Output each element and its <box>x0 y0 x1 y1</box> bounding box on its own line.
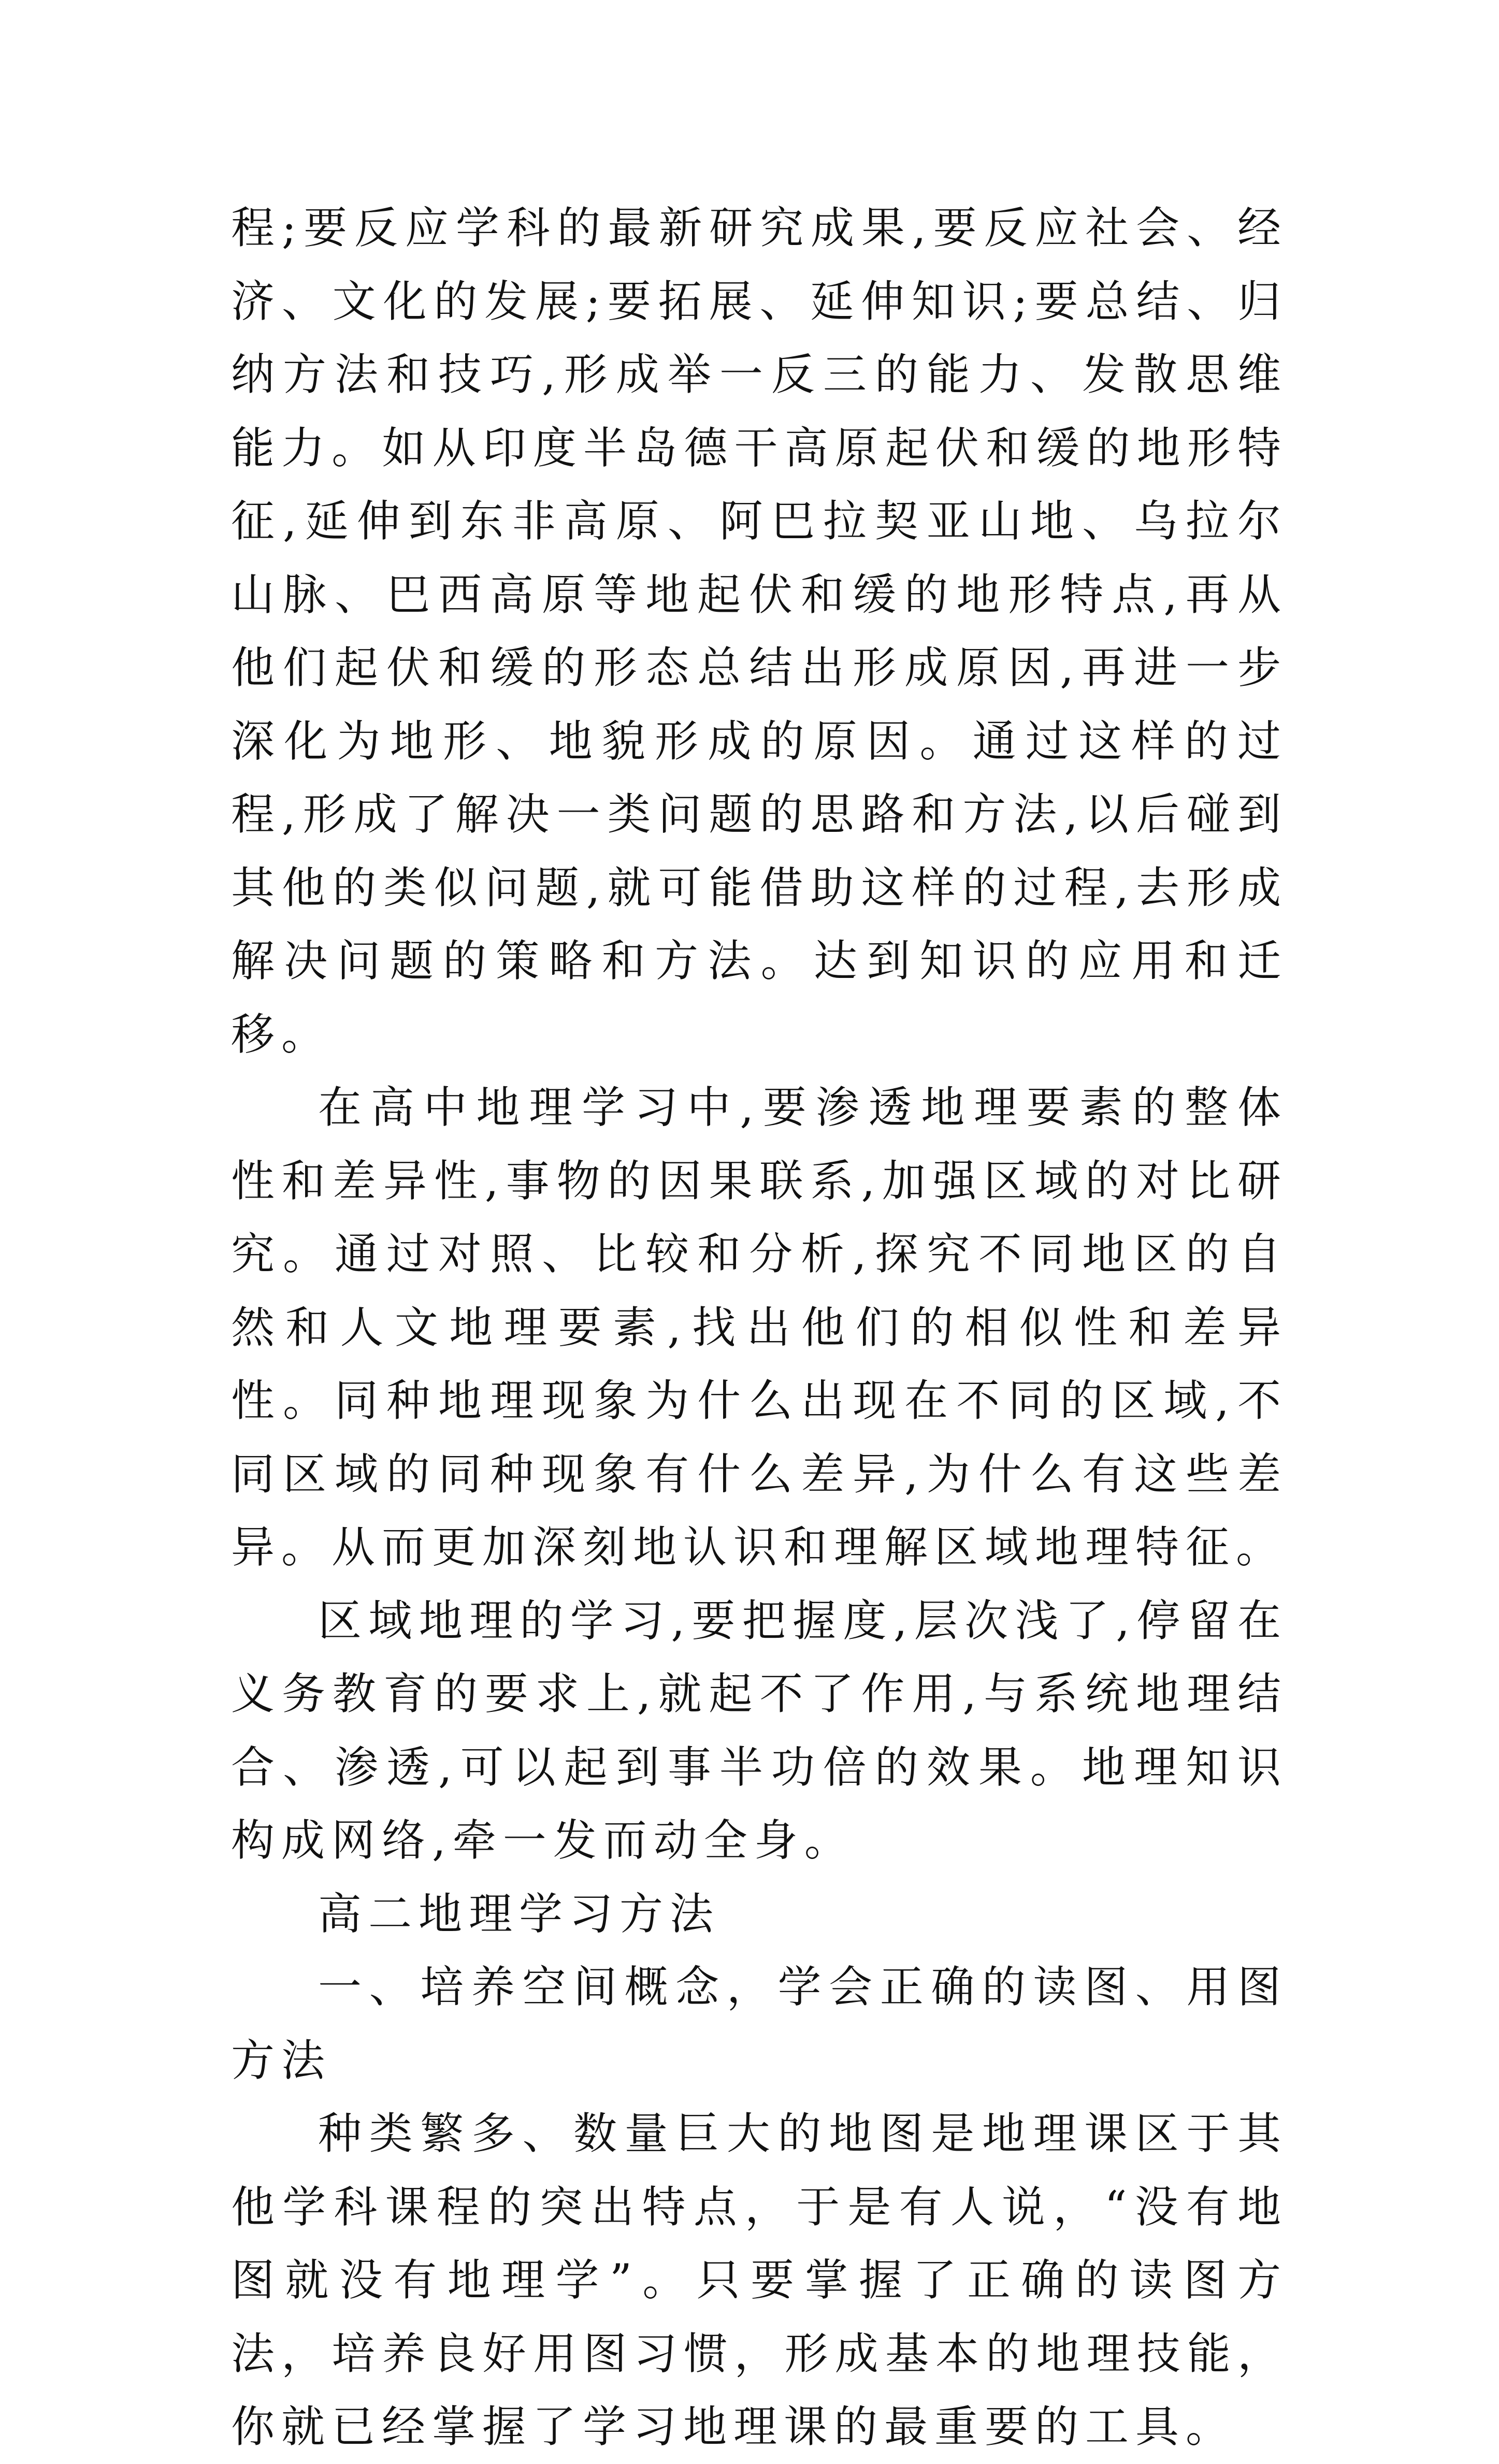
paragraph-maps: 种类繁多、数量巨大的地图是地理课区于其他学科课程的突出特点，于是有人说，“没有地图就没有地理学”。只要掌握了正确的读图方法，培养良好用图习惯，形成基本的地理技能，你就已经掌握了学习地理课的最重要的工具。 <box>231 2108 1288 2452</box>
paragraph-continued: 程;要反应学科的最新研究成果,要反应社会、经济、文化的发展;要拓展、延伸知识;要总结、归纳方法和技巧,形成举一反三的能力、发散思维能力。如从印度半岛德干高原起伏和缓的地形特征,延伸到东非高原、阿巴拉契亚山地、乌拉尔山脉、巴西高原等地起伏和缓的地形特点,再从他们起伏和缓的形态总结出形成原因,再进一步深化为地形、地貌形成的原因。通过这样的过程,形成了解决一类问题的思路和方法,以后碰到其他的类似问题,就可能借助这样的过程,去形成解决问题的策略和方法。达到知识的应用和迁移。 <box>231 203 1288 1060</box>
body-text <box>231 192 1288 2464</box>
paragraph-regional-comparison: 在高中地理学习中,要渗透地理要素的整体性和差异性,事物的因果联系,加强区域的对比研究。通过对照、比较和分析,探究不同地区的自然和人文地理要素,找出他们的相似性和差异性。同种地理现象为什么出现在不同的区域,不同区域的同种现象有什么差异,为什么有这些差异。从而更加深刻地认识和理解区域地理特征。 <box>231 1082 1288 1573</box>
section-heading: 高二地理学习方法 <box>318 1888 720 1939</box>
subsection-heading: 一、培养空间概念，学会正确的读图、用图方法 <box>231 1962 1288 2086</box>
paragraph-regional-geography: 区域地理的学习,要把握度,层次浅了,停留在义务教育的要求上,就起不了作用,与系统地理结合、渗透,可以起到事半功倍的效果。地理知识构成网络,牵一发而动全身。 <box>231 1595 1288 1866</box>
